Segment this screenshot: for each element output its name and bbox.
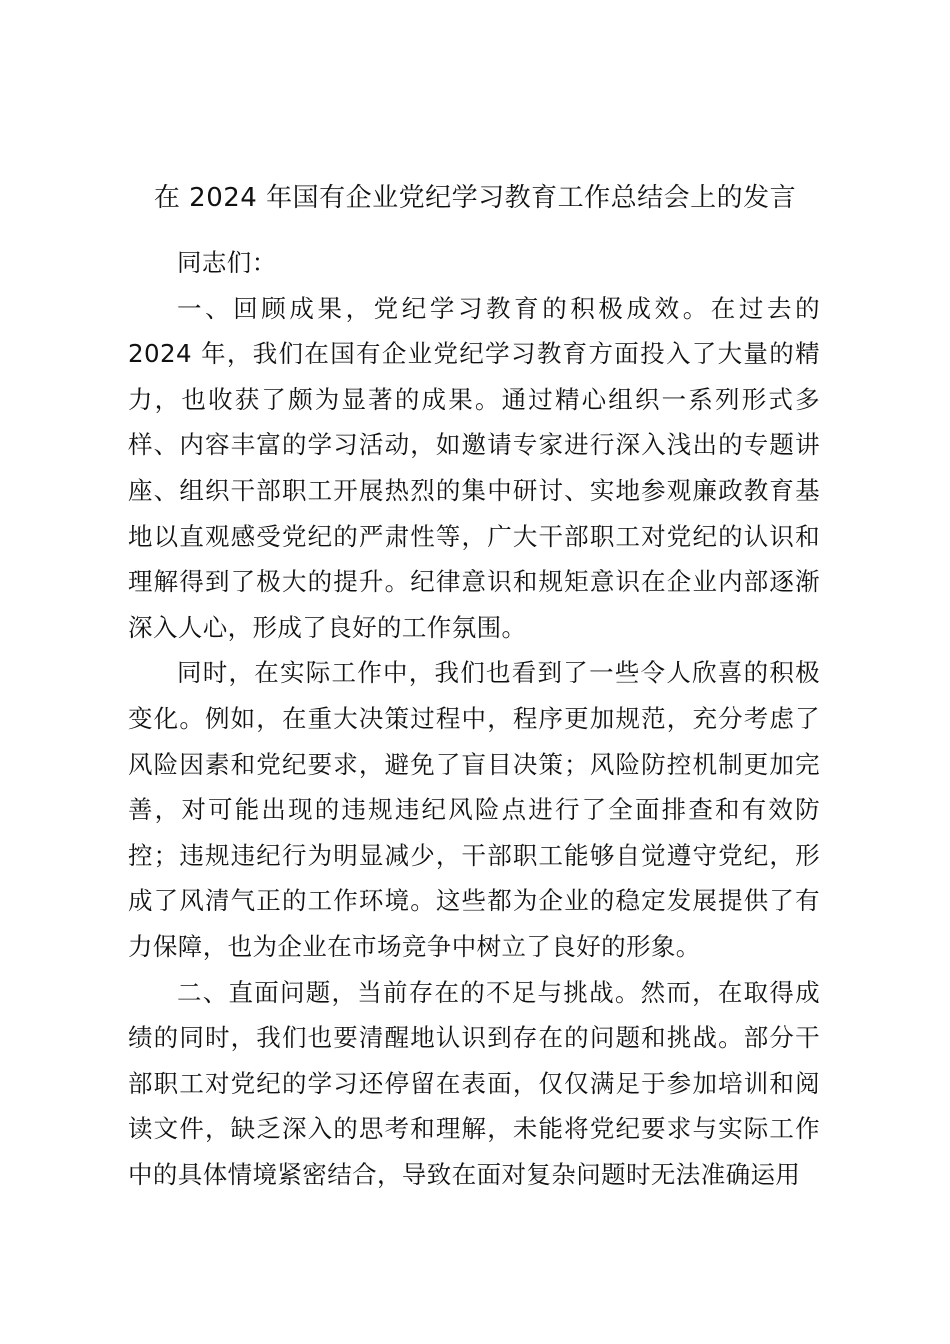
section-two-paragraph: 二、直面问题，当前存在的不足与挑战。然而，在取得成绩的同时，我们也要清醒地认识到存在的问题和挑战。部分干部职工对党纪的学习还停留在表面，仅仅满足于参加培训和阅读文件，缺乏深入的思考和理解，未能将党纪要求与实际工作中的具体情境紧密结合，导致在面对复杂问题时无法准确运用	[128, 977, 820, 1189]
greeting-paragraph: 同志们：	[177, 248, 277, 277]
changes-paragraph: 同时，在实际工作中，我们也看到了一些令人欣喜的积极变化。例如，在重大决策过程中，程序更加规范，充分考虑了风险因素和党纪要求，避免了盲目决策；风险防控机制更加完善，对可能出现的违规违纪风险点进行了全面排查和有效防控；违规违纪行为明显减少，干部职工能够自觉遵守党纪，形成了风清气正的工作环境。这些都为企业的稳定发展提供了有力保障，也为企业在市场竞争中树立了良好的形象。	[128, 658, 820, 961]
document-body	[128, 240, 820, 1197]
section-one-paragraph: 一、回顾成果，党纪学习教育的积极成效。在过去的 2024 年，我们在国有企业党纪学习教育方面投入了大量的精力，也收获了颇为显著的成果。通过精心组织一系列形式多样、内容丰富的学习活动，如邀请专家进行深入浅出的专题讲座、组织干部职工开展热烈的集中研讨、实地参观廉政教育基地以直观感受党纪的严肃性等，广大干部职工对党纪的认识和理解得到了极大的提升。纪律意识和规矩意识在企业内部逐渐深入人心，形成了良好的工作氛围。	[128, 293, 820, 642]
document-title: 在 2024 年国有企业党纪学习教育工作总结会上的发言	[153, 183, 797, 213]
